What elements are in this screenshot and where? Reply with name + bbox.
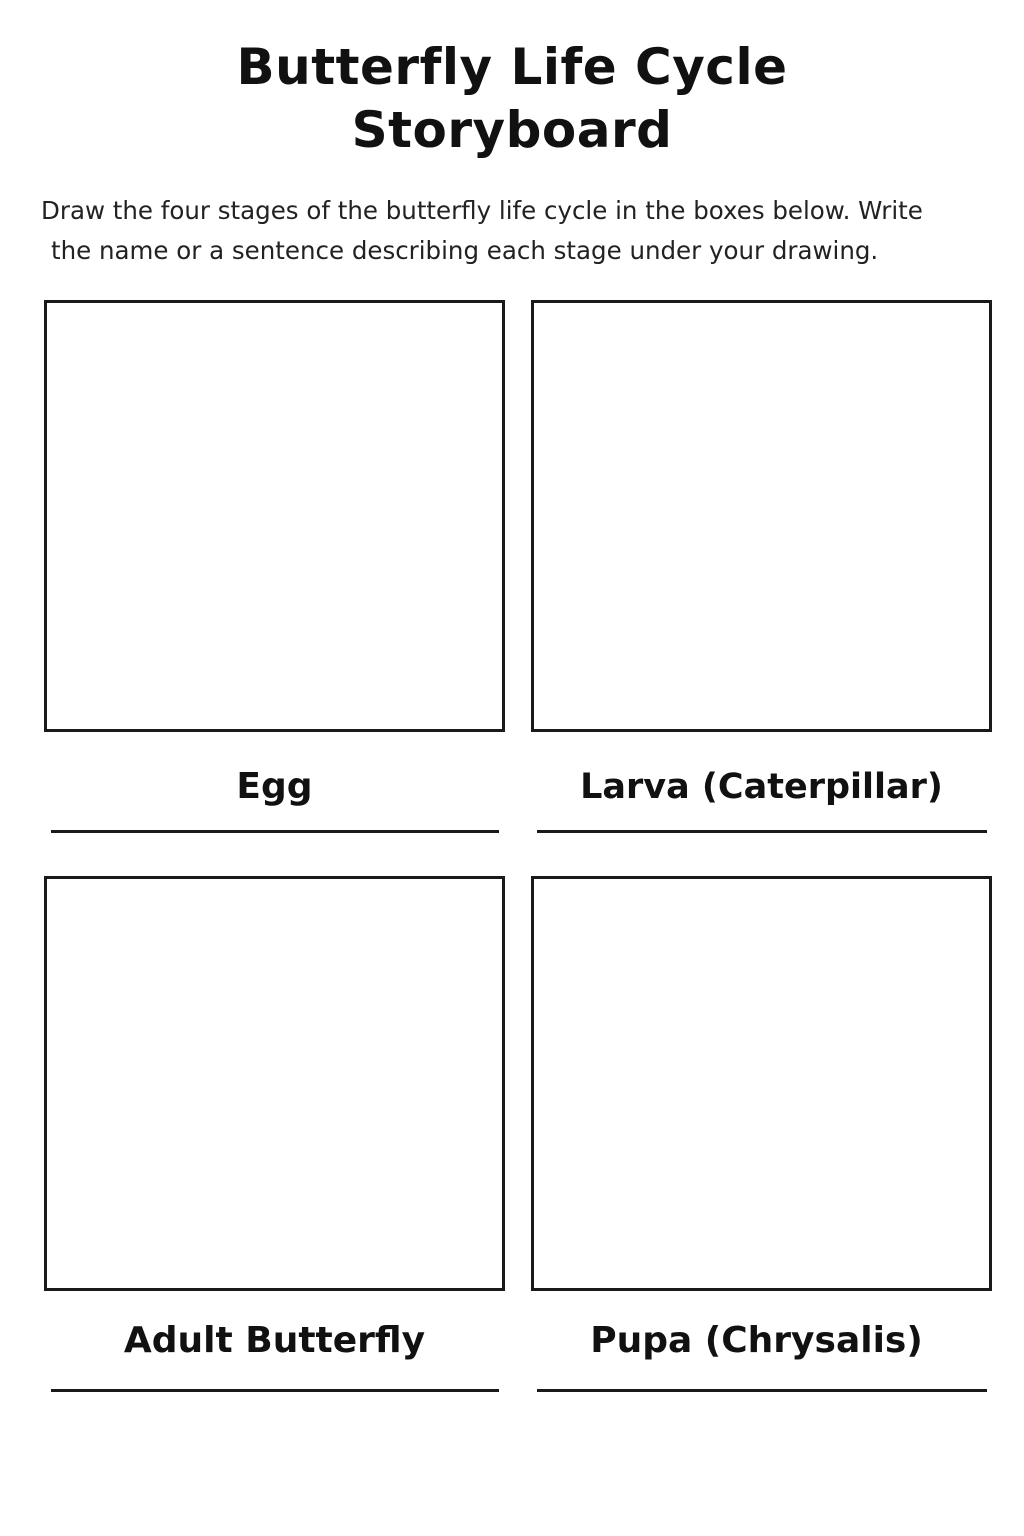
stage-label-adult-butterfly: Adult Butterfly bbox=[123, 1320, 426, 1361]
drawing-box-egg[interactable] bbox=[44, 300, 505, 732]
stage-label-larva: Larva (Caterpillar) bbox=[580, 767, 943, 807]
writing-line-larva[interactable] bbox=[537, 830, 987, 833]
instructions-text-second-line: the name or a sentence describing each stage under your drawing. bbox=[51, 236, 879, 265]
page-title: Butterfly Life Cycle bbox=[236, 38, 788, 96]
page-title-second-line: Storyboard bbox=[351, 101, 673, 159]
instructions-text: Draw the four stages of the butterfly life cycle in the boxes below. Write bbox=[41, 196, 923, 225]
stage-label-egg: Egg bbox=[236, 766, 313, 807]
writing-line-adult-butterfly[interactable] bbox=[51, 1389, 499, 1392]
drawing-box-larva[interactable] bbox=[531, 300, 992, 732]
drawing-box-adult-butterfly[interactable] bbox=[44, 876, 505, 1291]
writing-line-pupa[interactable] bbox=[537, 1389, 987, 1392]
writing-line-egg[interactable] bbox=[51, 830, 499, 833]
drawing-box-pupa[interactable] bbox=[531, 876, 992, 1291]
stage-label-pupa: Pupa (Chrysalis) bbox=[590, 1320, 923, 1361]
